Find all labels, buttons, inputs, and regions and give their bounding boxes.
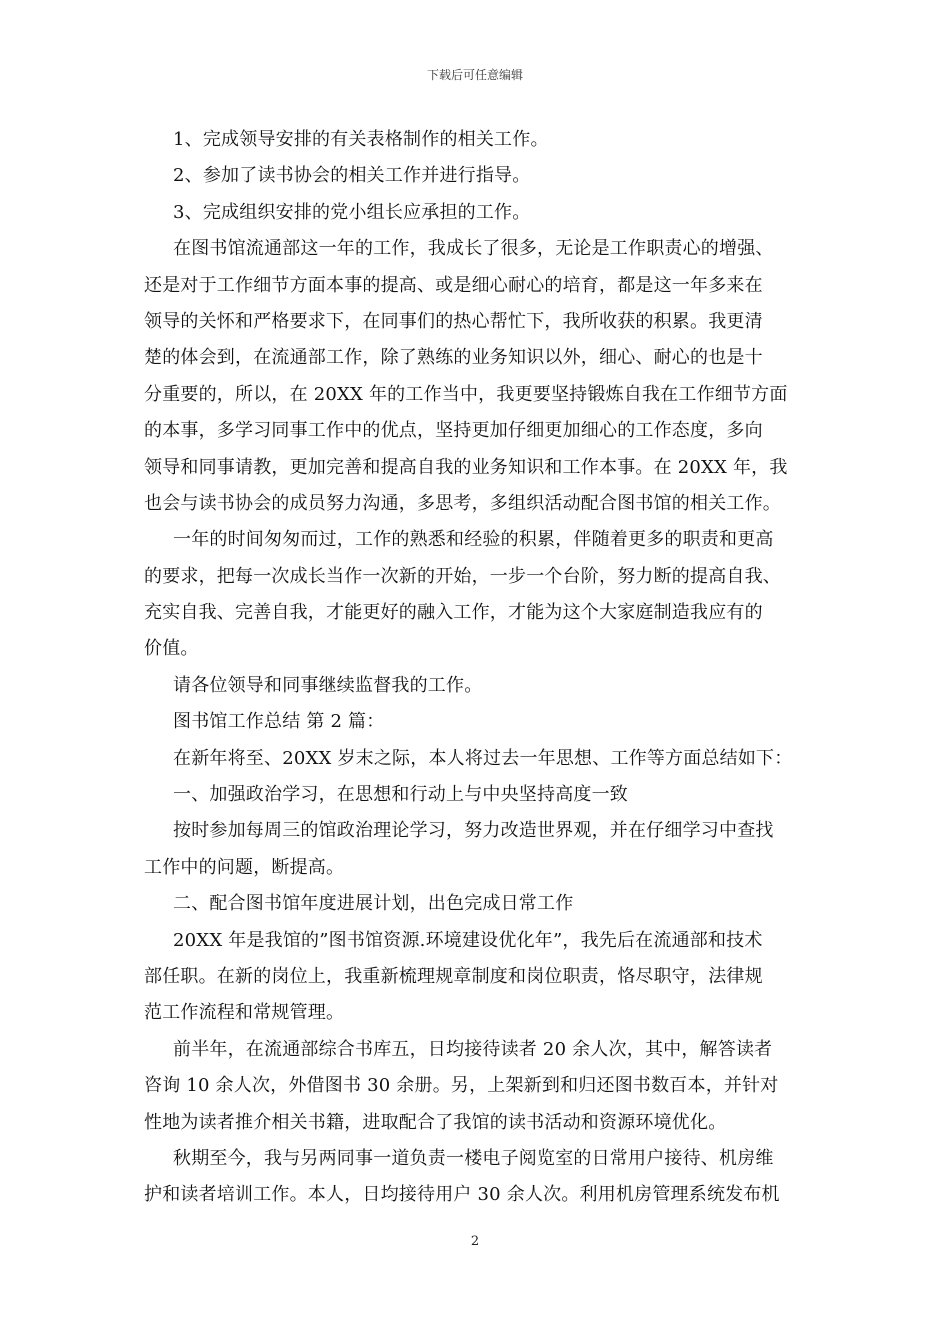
text-line: 价值。	[144, 638, 199, 660]
text-line: 领导的关怀和严格要求下，在同事们的热心帮忙下，我所收获的积累。我更清	[144, 310, 763, 332]
text-line: 在新年将至、20XX 岁末之际，本人将过去一年思想、工作等方面总结如下：	[173, 747, 793, 769]
text-line: 按时参加每周三的馆政治理论学习，努力改造世界观，并在仔细学习中查找	[173, 820, 774, 842]
text-line: 楚的体会到，在流通部工作，除了熟练的业务知识以外，细心、耐心的也是十	[144, 347, 763, 369]
text-line: 护和读者培训工作。本人，日均接待用户 30 余人次。利用机房管理系统发布机	[144, 1184, 780, 1206]
page-number: 2	[470, 1234, 480, 1249]
text-line: 一、加强政治学习，在思想和行动上与中央坚持高度一致	[173, 784, 628, 806]
text-line: 图书馆工作总结 第 2 篇：	[173, 711, 385, 733]
text-line: 一年的时间匆匆而过，工作的熟悉和经验的积累，伴随着更多的职责和更高	[173, 529, 774, 551]
text-line: 3、完成组织安排的党小组长应承担的工作。	[173, 201, 531, 223]
text-line: 20XX 年是我馆的”图书馆资源.环境建设优化年”，我先后在流通部和技术	[173, 929, 763, 951]
text-line: 秋期至今，我与另两同事一道负责一楼电子阅览室的日常用户接待、机房维	[173, 1147, 774, 1169]
text-line: 范工作流程和常规管理。	[144, 1002, 345, 1024]
text-line: 的本事，多学习同事工作中的优点，坚持更加仔细更加细心的工作态度，多向	[144, 420, 763, 442]
text-line: 还是对于工作细节方面本事的提高、或是细心耐心的培育，都是这一年多来在	[144, 274, 763, 296]
page-header: 下载后可任意编辑	[426, 68, 523, 82]
text-line: 的要求，把每一次成长当作一次新的开始，一步一个台阶，努力断的提高自我、	[144, 565, 781, 587]
text-line: 前半年，在流通部综合书库五，日均接待读者 20 余人次，其中，解答读者	[173, 1038, 773, 1060]
document-body	[144, 122, 810, 1214]
text-line: 工作中的问题，断提高。	[144, 856, 345, 878]
text-line: 也会与读书协会的成员努力沟通，多思考，多组织活动配合图书馆的相关工作。	[144, 492, 781, 514]
text-line: 请各位领导和同事继续监督我的工作。	[173, 674, 483, 696]
text-line: 2、参加了读书协会的相关工作并进行指导。	[173, 165, 531, 187]
text-line: 充实自我、完善自我，才能更好的融入工作，才能为这个大家庭制造我应有的	[144, 602, 763, 624]
text-line: 在图书馆流通部这一年的工作，我成长了很多，无论是工作职责心的增强、	[173, 238, 774, 260]
text-line: 分重要的，所以，在 20XX 年的工作当中，我更要坚持锻炼自我在工作细节方面	[144, 383, 788, 405]
text-line: 性地为读者推介相关书籍，进取配合了我馆的读书活动和资源环境优化。	[144, 1111, 727, 1133]
text-line: 咨询 10 余人次，外借图书 30 余册。另，上架新到和归还图书数百本，并针对	[144, 1075, 779, 1097]
text-line: 1、完成领导安排的有关表格制作的相关工作。	[173, 129, 549, 150]
text-line: 部任职。在新的岗位上，我重新梳理规章制度和岗位职责，恪尽职守，法律规	[144, 965, 763, 987]
text-line: 二、配合图书馆年度进展计划，出色完成日常工作	[173, 893, 574, 915]
text-line: 领导和同事请教，更加完善和提高自我的业务知识和工作本事。在 20XX 年，我	[144, 456, 788, 478]
